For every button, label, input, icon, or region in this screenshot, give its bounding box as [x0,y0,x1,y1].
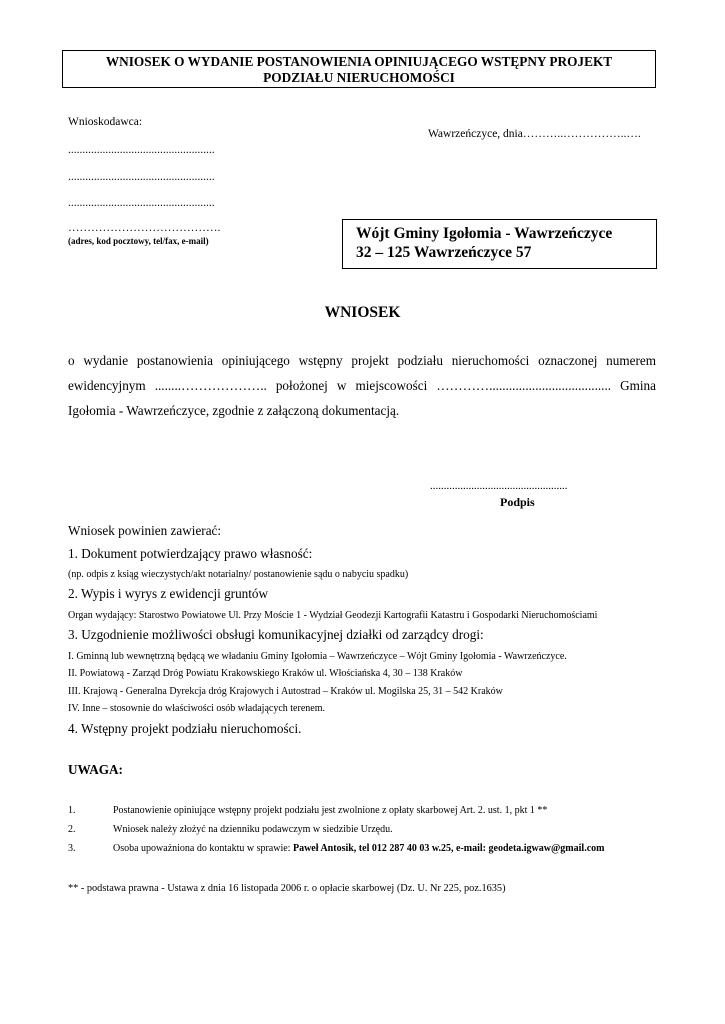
requirement-3-sub-2: II. Powiatową - Zarząd Dróg Powiatu Krakowskiego Kraków ul. Włościańska 4, 30 – 138 Kraków [68,668,463,679]
notes-heading: UWAGA: [68,762,123,777]
requirement-3: 3. Uzgodnienie możliwości obsługi komunikacyjnej działki od zarządcy drogi: [68,627,484,642]
applicant-line-2[interactable]: ................................................... [68,171,215,183]
note-1-number: 1. [68,805,76,816]
place-date[interactable]: Wawrzeńczyce, dnia………..……………..…. [428,128,641,140]
requirement-2: 2. Wypis i wyrys z ewidencji gruntów [68,586,269,601]
requirement-2-note: Organ wydający: Starostwo Powiatowe Ul. Przy Moście 1 - Wydział Geodezji Kartografii Katastru i Gospodarki Nieruchomościami [68,610,598,621]
requirement-1: 1. Dokument potwierdzający prawo własność: [68,546,313,561]
request-body-text: o wydanie postanowienia opiniującego wstępny projekt podziału nieruchomości oznaczonej numerem ewidencyjnym ........……………….. położonej w miejscowości …………..................................... Gmina Igołomia - Wawrzeńczyce, zgodnie z załączoną dokumentacją. [68,353,656,418]
addressee-line-2: 32 – 125 Wawrzeńczyce 57 [356,244,532,261]
applicant-address-note: (adres, kod pocztowy, tel/fax, e-mail) [68,236,209,246]
applicant-label: Wnioskodawca: [68,116,143,128]
requirement-3-sub-4: IV. Inne – stosownie do właściwości osób władających terenem. [68,703,325,714]
note-2-text: Wniosek należy złożyć na dzienniku podawczym w siedzibie Urzędu. [113,824,393,835]
note-3-text [113,843,604,854]
form-title [62,50,656,88]
form-title-line1: WNIOSEK O WYDANIE POSTANOWIENIA OPINIUJĄCEGO WSTĘPNY PROJEKT [105,54,613,69]
footnote: ** - podstawa prawna - Ustawa z dnia 16 listopada 2006 r. o opłacie skarbowej (Dz. U. Nr 225, poz.1635) [68,883,506,894]
note-3-number: 3. [68,843,76,854]
applicant-line-3[interactable]: ................................................... [68,197,215,209]
document-heading: WNIOSEK [324,304,401,321]
requirement-3-sub-3: III. Krajową - Generalna Dyrekcja dróg Krajowych i Autostrad – Kraków ul. Mogilska 25, 31 – 542 Kraków [68,686,503,697]
request-body [68,348,656,423]
requirement-4: 4. Wstępny projekt podziału nieruchomości. [68,721,302,736]
requirement-1-note: (np. odpis z ksiąg wieczystych/akt notarialny/ postanowienie sądu o nabyciu spadku) [68,569,409,580]
signature-label: Podpis [500,495,535,509]
applicant-line-1[interactable]: ................................................... [68,144,215,156]
requirements-intro: Wniosek powinien zawierać: [68,523,222,538]
note-3-label: Osoba upoważniona do kontaktu w sprawie: [113,843,293,854]
addressee-line-1: Wójt Gminy Igołomia - Wawrzeńczyce [356,225,613,242]
requirement-3-sub-1: I. Gminną lub wewnętrzną będącą we władaniu Gminy Igołomia – Wawrzeńczyce – Wójt Gminy Igołomia - Wawrzeńczyce. [68,651,567,662]
note-2-number: 2. [68,824,76,835]
form-title-line2: PODZIAŁU NIERUCHOMOŚCI [263,70,455,85]
addressee-box [342,219,657,269]
signature-line[interactable]: .................................................. [430,480,568,492]
applicant-line-4[interactable]: …………………………………. [68,222,221,234]
contact-details: Paweł Antosik, tel 012 287 40 03 w.25, e-mail: geodeta.igwaw@gmail.com [292,843,605,854]
note-1-text: Postanowienie opiniujące wstępny projekt podziału jest zwolnione z opłaty skarbowej Art. 2. ust. 1, pkt 1 ** [113,805,548,816]
